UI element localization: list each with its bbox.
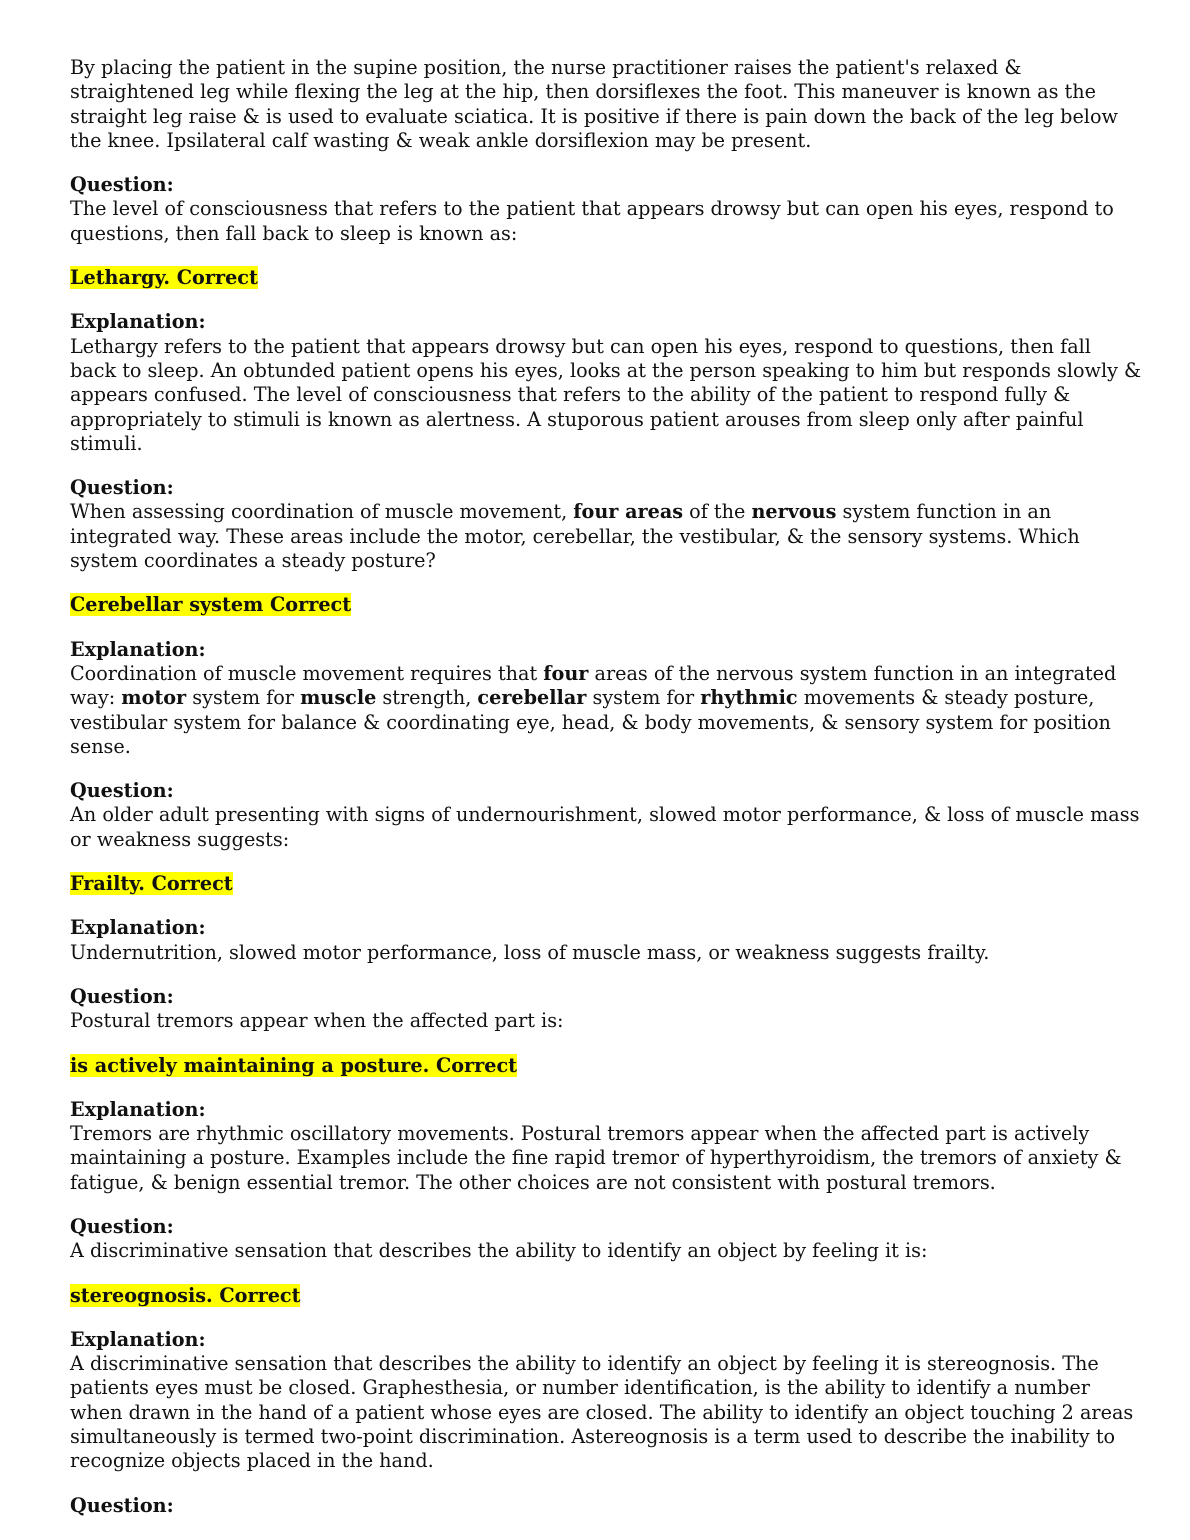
bold-run: cerebellar xyxy=(477,686,587,710)
bold-run: four areas xyxy=(573,500,684,524)
question-text xyxy=(70,500,1142,573)
explanation-label: Explanation: xyxy=(70,637,206,661)
explanation-label: Explanation: xyxy=(70,1327,206,1351)
explanation-text: Lethargy refers to the patient that appears drowsy but can open his eyes, respond to questions, then fall back to sleep. An obtunded patient opens his eyes, looks at the person speaking to him but responds slowly & appears confused. The level of consciousness that refers to the ability of the patient to respond fully & appropriately to stimuli is known as alertness. A stuporous patient arouses from sleep only after painful stimuli. xyxy=(70,334,1142,455)
text-run: system for xyxy=(586,686,701,710)
question-block xyxy=(70,779,1142,852)
explanation-block xyxy=(70,1098,1142,1195)
text-run: Coordination of muscle movement requires that xyxy=(70,661,544,685)
question-block xyxy=(70,1215,1142,1264)
text-run: When assessing coordination of muscle movement, xyxy=(70,500,574,524)
explanation-text: Tremors are rhythmic oscillatory movements. Postural tremors appear when the affected part is actively maintaining a posture. Examples include the fine rapid tremor of hyperthyroidism, the tremors of anxiety & fatigue, & benign essential tremor. The other choices are not consistent with postural tremors. xyxy=(70,1122,1122,1194)
bold-run: four xyxy=(543,661,589,685)
intro-paragraph: By placing the patient in the supine position, the nurse practitioner raises the patient's relaxed & straightened leg while flexing the leg at the hip, then dorsiflexes the foot. This maneuver is known as the straight leg raise & is used to evaluate sciatica. It is positive if there is pain down the back of the leg below the knee. Ipsilateral calf wasting & weak ankle dorsiflexion may be present. xyxy=(70,56,1118,152)
answer-highlight: Frailty. Correct xyxy=(70,872,233,896)
document-page xyxy=(70,56,1142,1538)
bold-run: motor xyxy=(121,686,187,710)
question-block xyxy=(70,1494,1142,1518)
answer-highlight: stereognosis. Correct xyxy=(70,1283,301,1307)
question-label: Question: xyxy=(70,984,174,1008)
question-block xyxy=(70,476,1142,573)
explanation-label: Explanation: xyxy=(70,310,206,334)
text-run: system for xyxy=(186,686,301,710)
answer-block xyxy=(70,1284,1142,1308)
question-label: Question: xyxy=(70,779,174,803)
bold-run: nervous xyxy=(751,500,837,524)
question-text: Postural tremors appear when the affected part is: xyxy=(70,1009,564,1033)
explanation-block xyxy=(70,916,1142,965)
answer-block xyxy=(70,1054,1142,1078)
text-run: areas of the nervous system function in an integrated way: xyxy=(70,661,1117,710)
explanation-block xyxy=(70,1328,1142,1474)
answer-block xyxy=(70,593,1142,617)
explanation-label: Explanation: xyxy=(70,1097,206,1121)
bold-run: muscle xyxy=(300,686,377,710)
text-run: of the xyxy=(683,500,752,524)
question-label: Question: xyxy=(70,173,174,197)
text-run: system function in an integrated way. These areas include the motor, cerebellar, the vestibular, & the sensory systems. Which system coordinates a steady posture? xyxy=(70,500,1080,573)
text-run: movements & steady posture, vestibular system for balance & coordinating eye, head, & body movements, & sensory system for position sense. xyxy=(70,686,1111,758)
question-label: Question: xyxy=(70,1214,174,1238)
question-block xyxy=(70,173,1142,246)
explanation-text: Undernutrition, slowed motor performance, loss of muscle mass, or weakness suggests frailty. xyxy=(70,940,990,964)
question-label: Question: xyxy=(70,1493,174,1517)
question-text: An older adult presenting with signs of undernourishment, slowed motor performance, & loss of muscle mass or weakness suggests: xyxy=(70,803,1140,851)
explanation-text: A discriminative sensation that describes the ability to identify an object by feeling it is stereognosis. The patients eyes must be closed. Graphesthesia, or number identification, is the ability to identify a number when drawn in the hand of a patient whose eyes are closed. The ability to identify an object touching 2 areas simultaneously is termed two-point discrimination. Astereognosis is a term used to describe the inability to recognize objects placed in the hand. xyxy=(70,1352,1134,1473)
bold-run: rhythmic xyxy=(700,686,798,710)
explanation-label: Explanation: xyxy=(70,916,206,940)
explanation-block xyxy=(70,310,1142,456)
answer-highlight: Cerebellar system Correct xyxy=(70,593,352,617)
text-run: strength, xyxy=(376,686,478,710)
explanation-block xyxy=(70,638,1142,759)
question-text: A discriminative sensation that describes the ability to identify an object by feeling it is: xyxy=(70,1239,928,1263)
question-label: Question: xyxy=(70,476,174,500)
explanation-text xyxy=(70,662,1142,759)
question-text: The level of consciousness that refers to the patient that appears drowsy but can open his eyes, respond to questions, then fall back to sleep is known as: xyxy=(70,197,1114,245)
answer-highlight: is actively maintaining a posture. Correct xyxy=(70,1053,518,1077)
answer-block xyxy=(70,266,1142,290)
answer-block xyxy=(70,872,1142,896)
answer-highlight: Lethargy. Correct xyxy=(70,266,258,290)
question-block xyxy=(70,985,1142,1034)
